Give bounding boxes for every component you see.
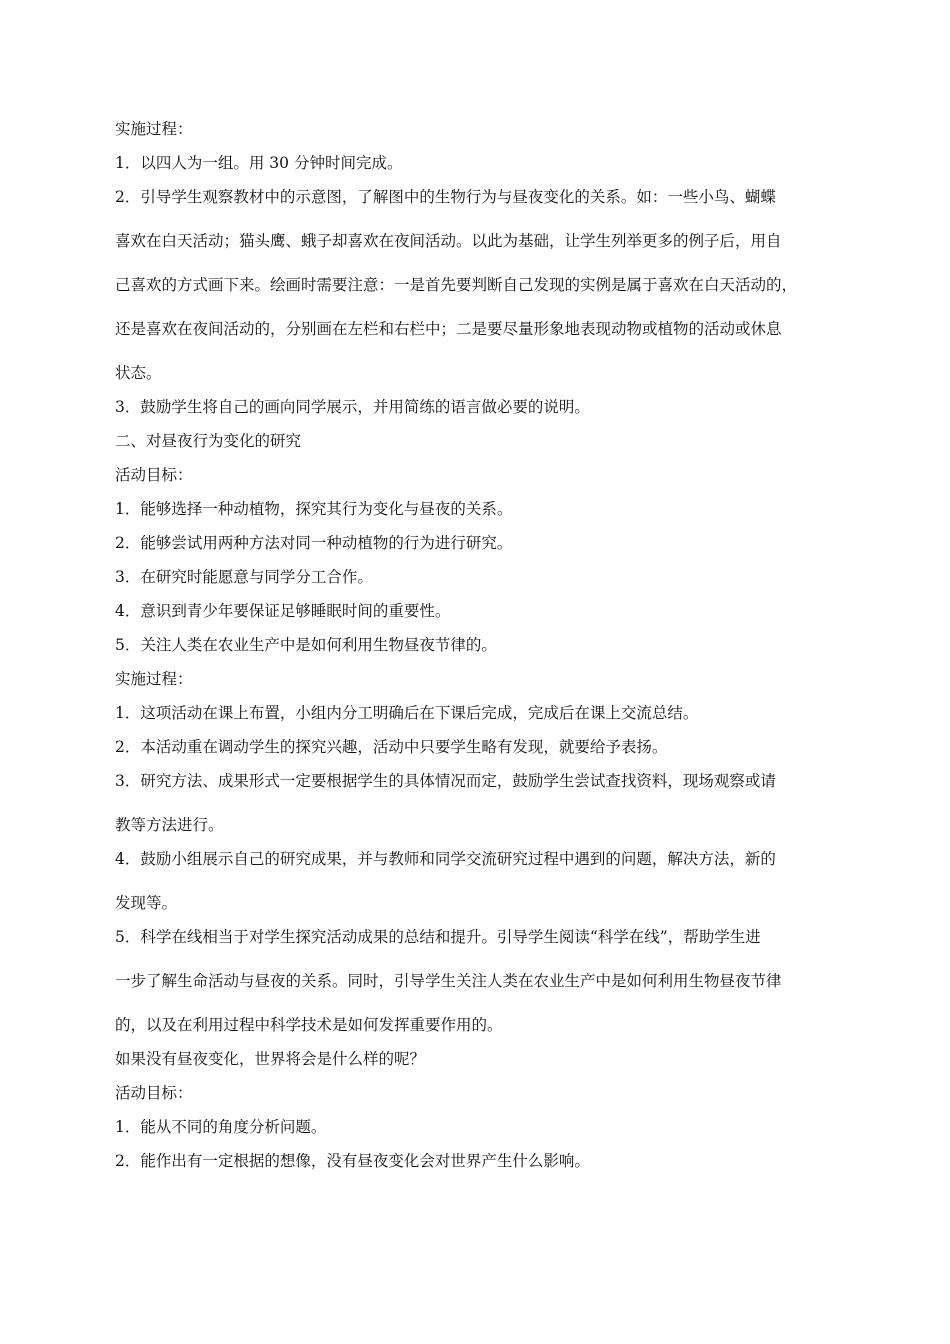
list-item: 1．能够选择一种动植物，探究其行为变化与昼夜的关系。 (115, 500, 513, 518)
paragraph-line: 喜欢在白天活动；猫头鹰、蛾子却喜欢在夜间活动。以此为基础，让学生列举更多的例子后，用自 (115, 232, 782, 250)
list-item: 1．能从不同的角度分析问题。 (115, 1118, 327, 1136)
document-body (115, 119, 845, 1171)
list-item: 3．研究方法、成果形式一定要根据学生的具体情况而定，鼓励学生尝试查找资料，现场观察或请 (115, 772, 776, 790)
subheading-goals: 活动目标： (115, 1084, 193, 1102)
list-item: 1．这项活动在课上布置，小组内分工明确后在下课后完成，完成后在课上交流总结。 (115, 704, 699, 722)
paragraph-line: 己喜欢的方式画下来。绘画时需要注意：一是首先要判断自己发现的实例是属于喜欢在白天活动的， (115, 276, 798, 294)
section-heading-implementation: 实施过程： (115, 120, 193, 138)
paragraph-line: 1．以四人为一组。用 30 分钟时间完成。 (115, 154, 403, 172)
paragraph-line: 还是喜欢在夜间活动的，分别画在左栏和右栏中；二是要尽量形象地表现动物或植物的活动或休息 (115, 320, 782, 338)
list-item: 2．本活动重在调动学生的探究兴趣，活动中只要学生略有发现，就要给予表扬。 (115, 738, 668, 756)
paragraph-line: 3．鼓励学生将自己的画向同学展示，并用简练的语言做必要的说明。 (115, 398, 590, 416)
list-item: 5．科学在线相当于对学生探究活动成果的总结和提升。引导学生阅读“科学在线”，帮助学生进 (115, 928, 761, 946)
list-item: 2．能够尝试用两种方法对同一种动植物的行为进行研究。 (115, 534, 513, 552)
list-item: 4．意识到青少年要保证足够睡眠时间的重要性。 (115, 602, 451, 620)
paragraph-line: 2．引导学生观察教材中的示意图，了解图中的生物行为与昼夜变化的关系。如：一些小鸟、蝴蝶 (115, 188, 776, 206)
list-item: 2．能作出有一定根据的想像，没有昼夜变化会对世界产生什么影响。 (115, 1152, 590, 1170)
section-heading-research: 二、对昼夜行为变化的研究 (115, 432, 302, 450)
paragraph-line: 教等方法进行。 (115, 816, 224, 834)
list-item: 4．鼓励小组展示自己的研究成果，并与教师和同学交流研究过程中遇到的问题，解决方法，新的 (115, 850, 776, 868)
list-item: 3．在研究时能愿意与同学分工合作。 (115, 568, 373, 586)
paragraph-line: 的，以及在利用过程中科学技术是如何发挥重要作用的。 (115, 1016, 503, 1034)
section-heading-no-day-night: 如果没有昼夜变化，世界将会是什么样的呢？ (115, 1050, 426, 1068)
paragraph-line: 状态。 (115, 364, 162, 382)
paragraph-line: 发现等。 (115, 894, 178, 912)
paragraph-line: 一步了解生命活动与昼夜的关系。同时，引导学生关注人类在农业生产中是如何利用生物昼夜节律 (115, 972, 782, 990)
subheading-implementation: 实施过程： (115, 670, 193, 688)
subheading-goals: 活动目标： (115, 466, 193, 484)
list-item: 5．关注人类在农业生产中是如何利用生物昼夜节律的。 (115, 636, 497, 654)
